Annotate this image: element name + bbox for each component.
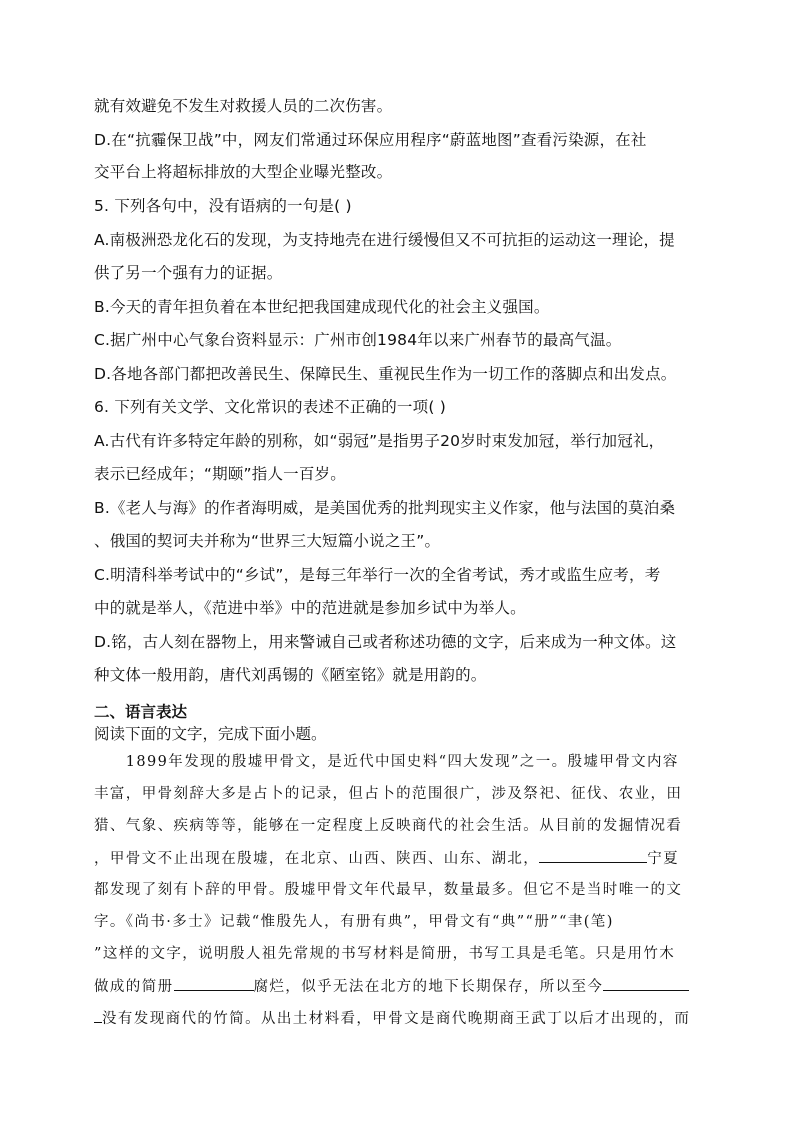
section-heading: 二、语言表达 xyxy=(94,703,188,721)
section-intro: 阅读下面的文字，完成下面小题。 xyxy=(94,725,327,743)
passage-text: 宁夏 xyxy=(647,851,680,867)
passage-line: 1899年发现的殷墟甲骨文，是近代中国史料“四大发现”之一。殷墟甲骨文内容 xyxy=(94,754,679,770)
fill-blank[interactable] xyxy=(94,1008,102,1023)
option-d-line: D.在“抗霾保卫战”中，网友们常通过环保应用程序“蔚蓝地图”查看污染源，在社 xyxy=(94,131,647,149)
passage-line: ”这样的文字，说明殷人祖先常规的书写材料是简册，书写工具是毛笔。只是用竹木 xyxy=(94,946,676,962)
text-line: 、俄国的契诃夫并称为“世界三大短篇小说之王”。 xyxy=(94,532,441,550)
option-c-line: C.据广州中心气象台资料显示：广州市创1984年以来广州春节的最高气温。 xyxy=(94,331,622,349)
text-line: 中的就是举人，《范进中举》中的范进就是参加乡试中为举人。 xyxy=(94,599,526,617)
passage-line: 丰富，甲骨刻辞大多是占卜的记录，但占卜的范围很广，涉及祭祀、征伐、农业，田 xyxy=(94,786,683,802)
passage-line xyxy=(94,848,697,869)
passage-line: 猎、气象、疾病等等，能够在一定程度上反映商代的社会生活。从目前的发掘情况看 xyxy=(94,818,683,834)
fill-blank[interactable] xyxy=(174,976,254,991)
passage-line: 都发现了刻有卜辞的甲骨。殷墟甲骨文年代最早，数量最多。但它不是当时唯一的文 xyxy=(94,882,683,898)
option-b-line: B.今天的青年担负着在本世纪把我国建成现代化的社会主义强国。 xyxy=(94,298,550,316)
passage-text: 没有发现商代的竹简。从出土材料看，甲骨文是商代晚期商王武丁以后才出现的，而 xyxy=(102,1011,691,1027)
option-d-line: D.各地各部门都把改善民生、保障民生、重视民生作为一切工作的落脚点和出发点。 xyxy=(94,365,677,383)
passage-line xyxy=(94,976,697,997)
passage-text: 做成的简册 xyxy=(94,979,174,995)
fill-blank[interactable] xyxy=(539,848,647,863)
option-b-line: B.《老人与海》的作者海明威，是美国优秀的批判现实主义作家，他与法国的莫泊桑 xyxy=(94,499,676,517)
passage-line xyxy=(94,1008,697,1029)
fill-blank[interactable] xyxy=(603,976,689,991)
question-5: 5. 下列各句中，没有语病的一句是( ) xyxy=(94,197,352,215)
question-6: 6. 下列有关文学、文化常识的表述不正确的一项( ) xyxy=(94,398,446,416)
option-a-line: A.古代有许多特定年龄的别称，如“弱冠”是指男子20岁时束发加冠，举行加冠礼， xyxy=(94,432,665,450)
text-line: 就有效避免不发生对救援人员的二次伤害。 xyxy=(94,97,393,115)
passage-line: 字。《尚书·多士》记载“惟殷先人，有册有典”，甲骨文有“典”“册”“聿(笔) xyxy=(94,914,614,930)
text-line: 表示已经成年；“期颐”指人一百岁。 xyxy=(94,465,346,483)
text-line: 种文体一般用韵，唐代刘禹锡的《陋室铭》就是用韵的。 xyxy=(94,666,487,684)
text-line: 交平台上将超标排放的大型企业曝光整改。 xyxy=(94,163,393,181)
text-line: 供了另一个强有力的证据。 xyxy=(94,264,283,282)
option-c-line: C.明清科举考试中的“乡试”，是每三年举行一次的全省考试，秀才或监生应考，考 xyxy=(94,566,661,584)
option-d-line: D.铭，古人刻在器物上，用来警诫自己或者称述功德的文字，后来成为一种文体。这 xyxy=(94,633,677,651)
passage-text: 腐烂，似乎无法在北方的地下长期保存，所以至今 xyxy=(253,979,604,995)
option-a-line: A.南极洲恐龙化石的发现，为支持地壳在进行缓慢但又不可抗拒的运动这一理论，提 xyxy=(94,231,675,249)
passage-text: ，甲骨文不止出现在殷墟，在北京、山西、陕西、山东、湖北， xyxy=(94,851,540,867)
